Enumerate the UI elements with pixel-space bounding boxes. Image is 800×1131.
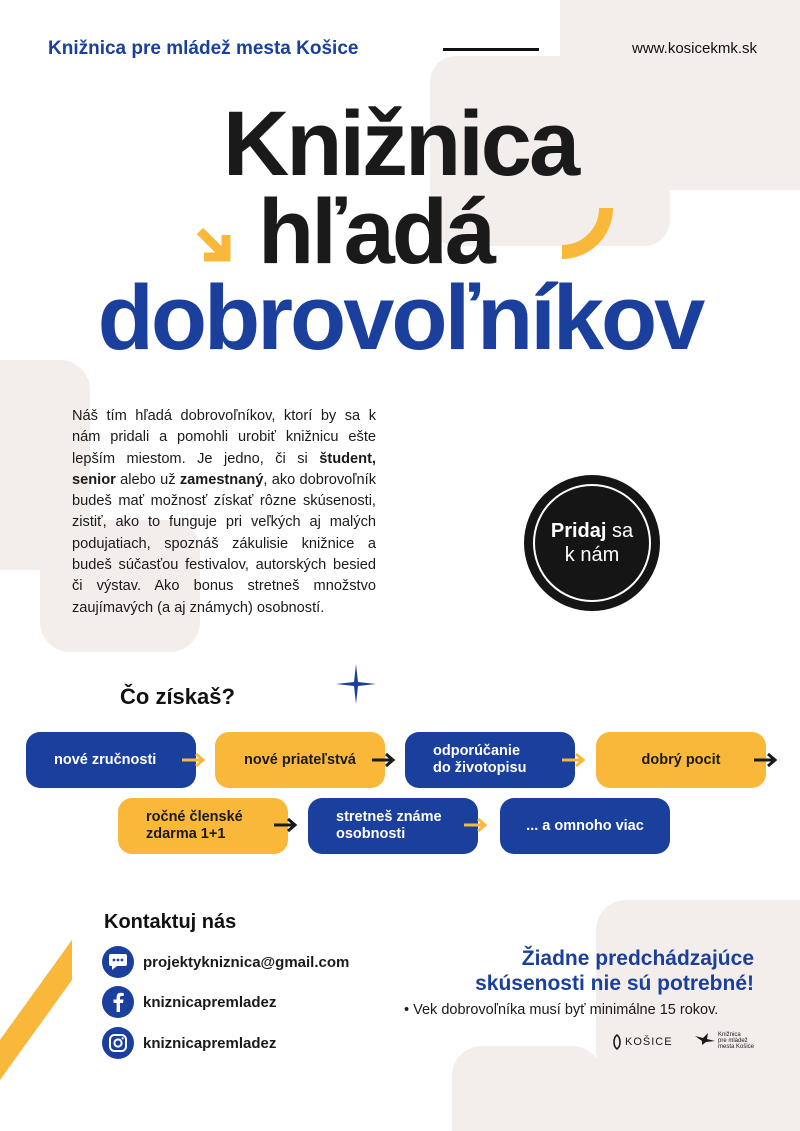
join-badge-bold: Pridaj	[550, 520, 607, 542]
organization-name: Knižnica pre mládež mesta Košice	[48, 38, 359, 59]
benefit-cv-recommendation: odporúčanie do životopisu	[405, 732, 575, 788]
title-line-3: dobrovoľníkov	[97, 267, 703, 369]
bg-shape-bottom-middle	[452, 1046, 602, 1131]
half-ring-decoration-icon	[556, 204, 616, 260]
benefit-free-membership: ročné členské zdarma 1+1	[118, 798, 288, 854]
arrow-right-icon	[274, 818, 300, 832]
arrow-right-icon	[562, 753, 588, 767]
facebook-icon	[102, 986, 134, 1018]
contact-email[interactable]	[102, 946, 349, 978]
instagram-icon	[102, 1027, 134, 1059]
arrow-right-icon	[372, 753, 398, 767]
sparkle-star-icon	[336, 664, 376, 704]
bird-logo-icon	[694, 1032, 716, 1046]
kosice-logo: KOŠICE	[612, 1034, 673, 1050]
arrow-right-icon	[754, 753, 780, 767]
contact-instagram-text: kniznicapremladez	[143, 1034, 277, 1052]
library-logo: Knižnica pre mládež mesta Košice	[694, 1032, 754, 1050]
arrow-right-icon	[464, 818, 490, 832]
benefit-new-skills: nové zručnosti	[26, 732, 196, 788]
website-url[interactable]: www.kosicekmk.sk	[632, 40, 758, 57]
contact-heading: Kontaktuj nás	[104, 911, 237, 933]
age-requirement: • Vek dobrovoľníka musí byť minimálne 15 rokov.	[404, 1002, 719, 1018]
kosice-emblem-icon	[612, 1034, 622, 1050]
contact-facebook-text: kniznicapremladez	[143, 993, 277, 1011]
contact-email-text: projektykniznica@gmail.com	[143, 953, 350, 971]
yellow-corner-triangle	[0, 940, 72, 1080]
title-line-1: Knižnica	[222, 93, 578, 195]
benefit-new-friendships: nové priateľstvá	[215, 732, 385, 788]
benefits-heading: Čo získaš?	[120, 684, 235, 709]
benefit-and-more: ... a omnoho viac	[500, 798, 670, 854]
header-divider	[443, 48, 539, 51]
benefit-good-feeling: dobrý pocit	[596, 732, 766, 788]
chat-bubble-icon	[102, 946, 134, 978]
arrow-right-icon	[182, 753, 208, 767]
contact-facebook[interactable]	[102, 986, 276, 1018]
contact-instagram[interactable]	[102, 1027, 276, 1059]
arrow-down-right-icon	[190, 221, 236, 267]
intro-paragraph: Náš tím hľadá dobrovoľníkov, ktorí by sa k nám pridali a pomohli urobiť knižnicu ešte lepším miestom. Je jedno, či si študent, senior alebo už zamestnaný, ako dobrovoľník budeš mať možnosť získať rôzne skúsenosti, zistiť, ako to funguje pri veľkých aj malých podujatiach, spoznáš zákulisie knižnice a budeš súčasťou festivalov, autorských besied či výstav. Ako bonus stretneš množstvo zaujímavých (a aj známych) osobností.	[72, 408, 376, 616]
no-experience-needed: Žiadne predchádzajúce skúsenosti nie sú potrebné!	[475, 947, 754, 995]
join-us-badge[interactable]: Pridaj sa k nám	[524, 475, 660, 611]
title-line-2: hľadá	[258, 181, 494, 283]
benefit-meet-celebrities: stretneš známe osobnosti	[308, 798, 478, 854]
